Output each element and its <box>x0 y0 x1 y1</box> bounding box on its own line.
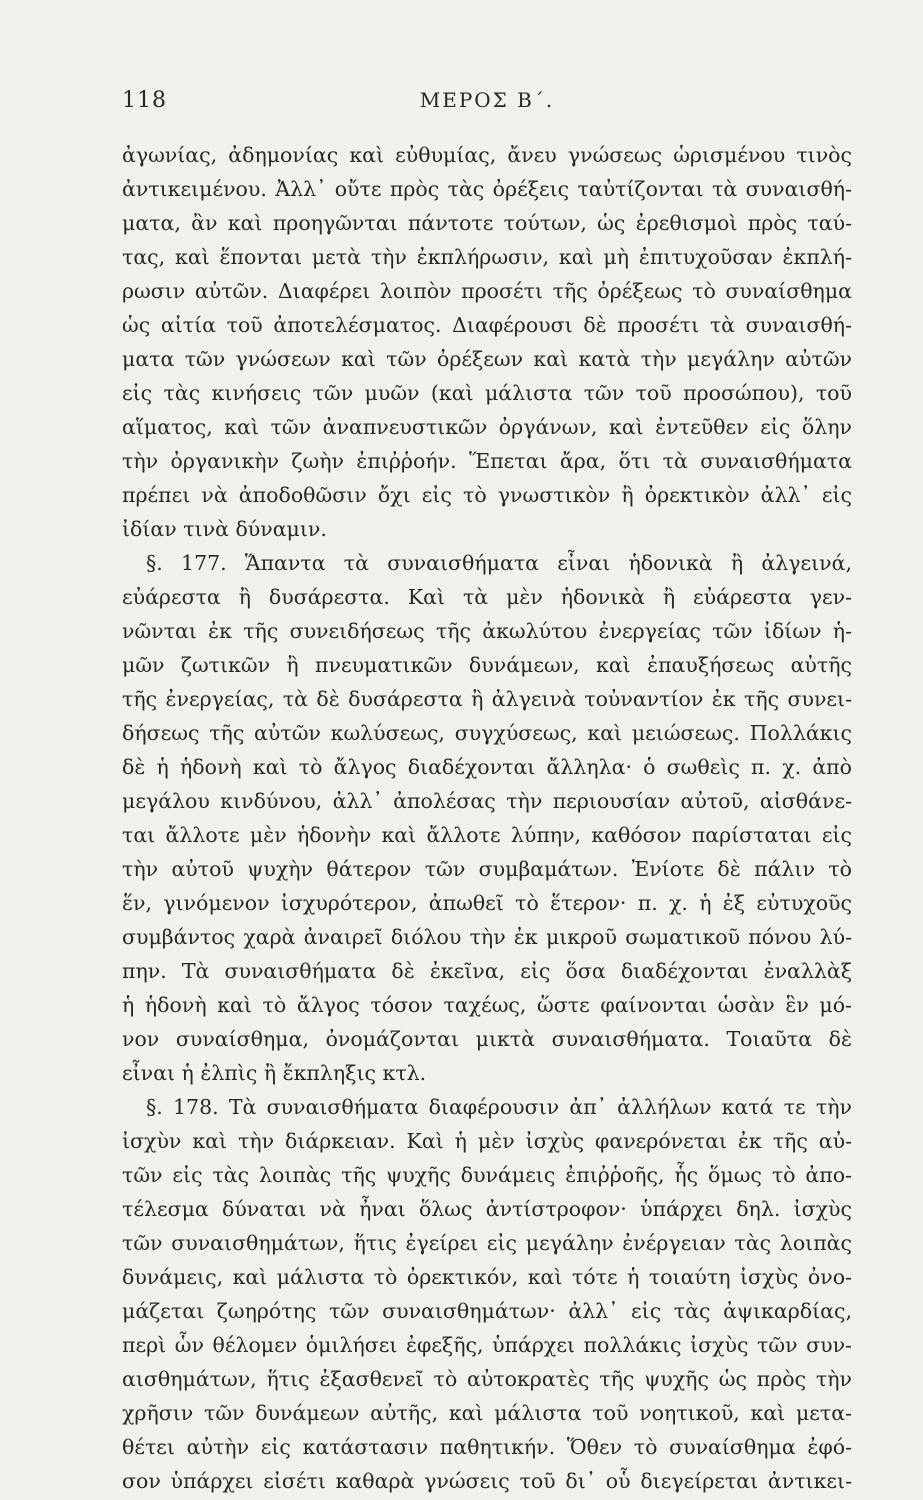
text-line: ἀντικειμένου. Ἀλλ᾽ οὔτε πρὸς τὰς ὀρέξεις ταὐτίζονται τὰ συναισθή- <box>122 177 852 201</box>
text-line: ται ἄλλοτε μὲν ἡδονὴν καὶ ἄλλοτε λύπην, καθόσον παρίσταται εἰς <box>122 823 852 847</box>
section-heading-line: §. 178. Τὰ συναισθήματα διαφέρουσιν ἀπ᾽ ἀλλήλων κατά τε τὴν <box>146 1095 852 1119</box>
body-text <box>122 138 852 1498</box>
text-line: μεγάλου κινδύνου, ἀλλ᾽ ἀπολέσας τὴν περιουσίαν αὐτοῦ, αἰσθάνε- <box>122 789 852 813</box>
text-line: δήσεως τῆς αὐτῶν κωλύσεως, συγχύσεως, καὶ μειώσεως. Πολλάκις <box>122 721 852 745</box>
text-line: νῶνται ἐκ τῆς συνειδήσεως τῆς ἀκωλύτου ἐνεργείας τῶν ἰδίων ἡ- <box>122 619 852 643</box>
text-line: θέτει αὐτὴν εἰς κατάστασιν παθητικήν. Ὅθεν τὸ συναίσθημα ἐφό- <box>122 1435 852 1459</box>
text-line: αἵματος, καὶ τῶν ἀναπνευστικῶν ὀργάνων, καὶ ἐντεῦθεν εἰς ὅλην <box>122 415 852 439</box>
text-line: ματα τῶν γνώσεων καὶ τῶν ὀρέξεων καὶ κατὰ τὴν μεγάλην αὐτῶν <box>122 347 852 371</box>
text-line: ματα, ἂν καὶ προηγῶνται πάντοτε τούτων, ὡς ἐρεθισμοὶ πρὸς ταύ- <box>122 211 852 235</box>
text-line: τέλεσμα δύναται νὰ ἦναι ὅλως ἀντίστροφον· ὑπάρχει δηλ. ἰσχὺς <box>122 1197 852 1221</box>
text-line: νον συναίσθημα, ὀνομάζονται μικτὰ συναισθήματα. Τοιαῦτα δὲ <box>122 1027 852 1051</box>
text-line: χρῆσιν τῶν δυνάμεων αὐτῆς, καὶ μάλιστα τοῦ νοητικοῦ, καὶ μετα- <box>122 1401 852 1425</box>
text-line: τῶν συναισθημάτων, ἥτις ἐγείρει εἰς μεγάλην ἐνέργειαν τὰς λοιπὰς <box>122 1231 852 1255</box>
text-line: ἡ ἡδονὴ καὶ τὸ ἄλγος τόσον ταχέως, ὥστε φαίνονται ὡσὰν ἓν μό- <box>122 993 852 1017</box>
text-line: τὴν ὀργανικὴν ζωὴν ἐπιῤῥοήν. Ἕπεται ἄρα, ὅτι τὰ συναισθήματα <box>122 449 852 473</box>
text-line: μάζεται ζωηρότης τῶν συναισθημάτων· ἀλλ᾽ εἰς τὰς ἀψικαρδίας, <box>122 1299 852 1323</box>
text-line: συμβάντος χαρὰ ἀναιρεῖ διόλου τὴν ἐκ μικροῦ σωματικοῦ πόνου λύ- <box>122 925 852 949</box>
text-line: ἕν, γινόμενον ἰσχυρότερον, ἀπωθεῖ τὸ ἕτερον· π. χ. ἡ ἐξ εὐτυχοῦς <box>122 891 852 915</box>
text-line: πην. Τὰ συναισθήματα δὲ ἐκεῖνα, εἰς ὅσα διαδέχονται ἐναλλὰξ <box>122 959 852 983</box>
text-line: τῆς ἐνεργείας, τὰ δὲ δυσάρεστα ἢ ἀλγεινὰ τοὐναντίον ἐκ τῆς συνει- <box>122 687 852 711</box>
section-heading-line: §. 177. Ἅπαντα τὰ συναισθήματα εἶναι ἡδονικὰ ἢ ἀλγεινά, <box>146 551 852 575</box>
text-line: εἰς τὰς κινήσεις τῶν μυῶν (καὶ μάλιστα τῶν τοῦ προσώπου), τοῦ <box>122 381 852 405</box>
text-line: μῶν ζωτικῶν ἢ πνευματικῶν δυνάμεων, καὶ ἐπαυξήσεως αὐτῆς <box>122 653 852 677</box>
text-line: τὴν αὐτοῦ ψυχὴν θάτερον τῶν συμβαμάτων. Ἐνίοτε δὲ πάλιν τὸ <box>122 857 852 881</box>
text-line: ρωσιν αὐτῶν. Διαφέρει λοιπὸν προσέτι τῆς ὀρέξεως τὸ συναίσθημα <box>122 279 852 303</box>
text-line: τας, καὶ ἕπονται μετὰ τὴν ἐκπλήρωσιν, καὶ μὴ ἐπιτυχοῦσαν ἐκπλή- <box>122 245 852 269</box>
text-line: εὐάρεστα ἢ δυσάρεστα. Καὶ τὰ μὲν ἡδονικὰ ἢ εὐάρεστα γεν- <box>122 585 852 609</box>
page-number: 118 <box>122 88 167 113</box>
running-head <box>122 84 852 120</box>
text-line: ἰσχὺν καὶ τὴν διάρκειαν. Καὶ ἡ μὲν ἰσχὺς φανερόνεται ἐκ τῆς αὐ- <box>122 1129 852 1153</box>
text-line: τῶν εἰς τὰς λοιπὰς τῆς ψυχῆς δυνάμεις ἐπιῤῥοῆς, ἧς ὅμως τὸ ἀπο- <box>122 1163 852 1187</box>
text-line: περὶ ὧν θέλομεν ὁμιλήσει ἐφεξῆς, ὑπάρχει πολλάκις ἰσχὺς τῶν συν- <box>122 1333 852 1357</box>
text-line: δυνάμεις, καὶ μάλιστα τὸ ὀρεκτικόν, καὶ τότε ἡ τοιαύτη ἰσχὺς ὀνο- <box>122 1265 852 1289</box>
text-line: ἰδίαν τινὰ δύναμιν. <box>122 517 327 541</box>
running-title: ΜΕΡΟΣ Β΄. <box>419 88 555 112</box>
text-line: ὡς αἰτία τοῦ ἀποτελέσματος. Διαφέρουσι δὲ προσέτι τὰ συναισθή- <box>122 313 852 337</box>
text-line: ἀγωνίας, ἀδημονίας καὶ εὐθυμίας, ἄνευ γνώσεως ὡρισμένου τινὸς <box>122 143 852 167</box>
text-line: αισθημάτων, ἥτις ἐξασθενεῖ τὸ αὐτοκρατὲς τῆς ψυχῆς ὡς πρὸς τὴν <box>122 1367 852 1391</box>
text-line: δὲ ἡ ἡδονὴ καὶ τὸ ἄλγος διαδέχονται ἄλληλα· ὁ σωθεὶς π. χ. ἀπὸ <box>122 755 852 779</box>
text-line: εἶναι ἡ ἐλπὶς ἢ ἔκπληξις κτλ. <box>122 1061 427 1085</box>
text-line: σον ὑπάρχει εἰσέτι καθαρὰ γνώσεις τοῦ δι᾽ οὗ διεγείρεται ἀντικει- <box>122 1469 852 1493</box>
text-line: πρέπει νὰ ἀποδοθῶσιν ὄχι εἰς τὸ γνωστικὸν ἢ ὀρεκτικὸν ἀλλ᾽ εἰς <box>122 483 852 507</box>
